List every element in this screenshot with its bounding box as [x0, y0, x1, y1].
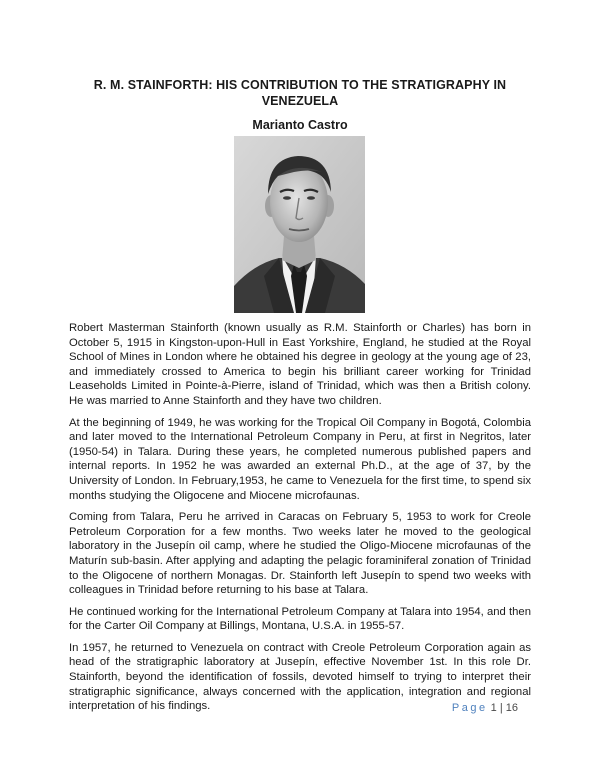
article-body	[69, 321, 531, 721]
paragraph-talara-caracas: Coming from Talara, Peru he arrived in Caracas on February 5, 1953 to work for Creole Petroleum Corporation for a few months. Two weeks later he moved to the geological laboratory in the Jusepín oil camp, where he studied the Oligo-Miocene microfaunas of the Maturín sub-basin. After applying and adapting the pelagic foraminiferal zonation of Trinidad to the Oligocene of northern Monagas. Dr. Stainforth left Jusepín to spend two weeks with colleagues in Trinidad before returning to his base at Talara.	[69, 511, 531, 597]
paragraph-ipc-carter: He continued working for the International Petroleum Company at Talara into 1954, and then for the Carter Oil Company at Billings, Montana, U.S.A. in 1955-57.	[69, 605, 531, 633]
author-portrait-photo	[234, 136, 365, 313]
document-title: R. M. STAINFORTH: HIS CONTRIBUTION TO THE STRATIGRAPHY IN VENEZUELA	[93, 78, 507, 108]
page-number-footer	[452, 702, 518, 714]
total-pages: 16	[505, 702, 518, 714]
current-page-number: 1	[490, 702, 497, 714]
paragraph-1957-return: In 1957, he returned to Venezuela on contract with Creole Petroleum Corporation again as head of the stratigraphic laboratory at Jusepín, effective November 1st. In this role Dr. Stainforth, beyond the identification of fossils, devoted himself to trying to interpret their stratigraphic significance, always concerned with the application, integration and regional interpretation of his findings.	[69, 641, 531, 713]
paragraph-early-life: Robert Masterman Stainforth (known usually as R.M. Stainforth or Charles) has born in October 5, 1915 in Kingston-upon-Hull in East Yorkshire, England, he studied at the Royal School of Mines in London where he obtained his degree in geology at the young age of 23, and immediately crossed to America to begin his brilliant career working for Trinidad Leaseholds Limited in Pointe-à-Pierre, island of Trinidad, which was then a British colony. He was married to Anne Stainforth and they have two children.	[69, 322, 531, 407]
author-name: Marianto Castro	[252, 118, 348, 132]
page-label: Page	[451, 702, 488, 714]
paragraph-1949-career: At the beginning of 1949, he was working for the Tropical Oil Company in Bogotá, Colombia and later moved to the International Petroleum Company in Peru, at first in Negritos, later (1950-54) in Talara. During these years, he completed numerous published papers and internal reports. In 1952 he was awarded an external Ph.D., at the age of 37, by the University of London. In February,1953, he came to Venezuela for the first time, to spend six months studying the Oligocene and Miocene microfaunas.	[69, 416, 531, 502]
page-separator: |	[499, 702, 503, 714]
